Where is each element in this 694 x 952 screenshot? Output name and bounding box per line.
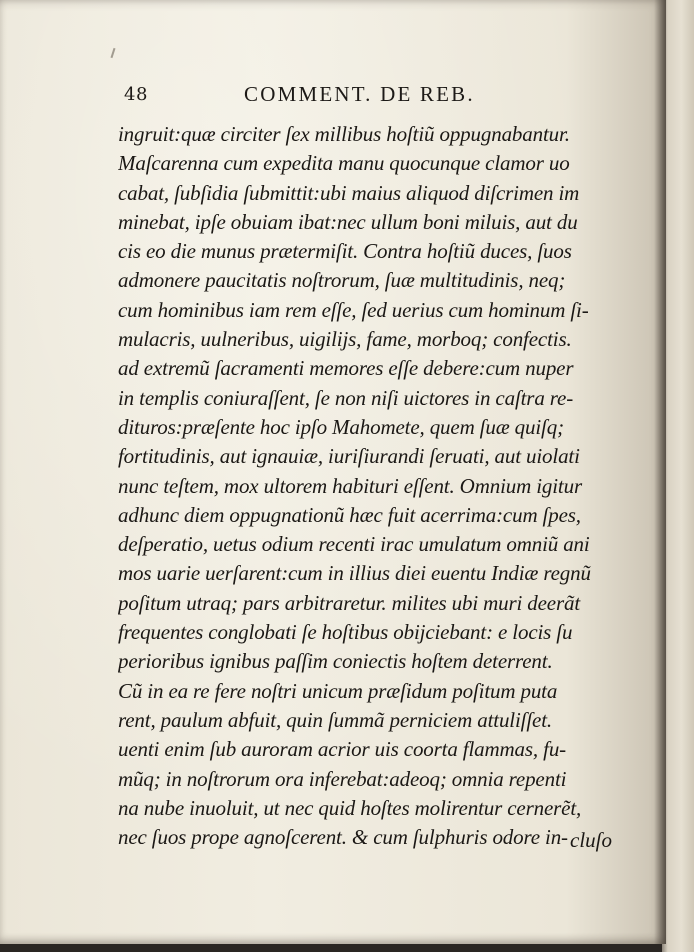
text-line: fortitudinis, aut ignauiæ, iuriſiurandi ſeruati, aut uiolati: [118, 444, 580, 469]
text-line: Cũ in ea re fere noſtri unicum præſidum poſitum puta: [118, 678, 558, 703]
text-line: cis eo die munus prætermiſit. Contra hoſtiũ duces, ſuos: [118, 239, 572, 264]
next-page-edge: [662, 0, 694, 952]
gutter-shadow: [654, 0, 666, 944]
body-text: [118, 120, 638, 852]
text-line: admonere paucitatis noſtrorum, ſuæ multitudinis, neq;: [118, 268, 566, 293]
text-line: nunc teſtem, mox ultorem habituri eſſent. Omnium igitur: [118, 473, 582, 498]
text-line: dituros:præſente hoc ipſo Mahomete, quem ſuæ quiſq;: [118, 414, 564, 439]
text-line: cabat, ſubſidia ſubmittit:ubi maius aliquod diſcrimen im: [118, 180, 580, 205]
text-line: na nube inuoluit, ut nec quid hoſtes molirentur cernerẽt,: [118, 795, 582, 820]
ink-mark: [111, 48, 116, 58]
text-line: in templis coniuraſſent, ſe non niſi uictores in caſtra re-: [118, 385, 574, 410]
text-line: mos uarie uerſarent:cum in illius diei euentu Indiæ regnũ: [118, 561, 591, 586]
text-line: minebat, ipſe obuiam ibat:nec ullum boni miluis, aut du: [118, 209, 578, 234]
text-line: cum hominibus iam rem eſſe, ſed uerius cum hominum ſi-: [118, 297, 589, 322]
text-line: poſitum utraq; pars arbitraretur. milites ubi muri deerãt: [118, 590, 581, 615]
text-line: Maſcarenna cum expedita manu quocunque clamor uo: [118, 151, 570, 176]
text-line: nec ſuos prope agnoſcerent. & cum ſulphuris odore in-: [118, 825, 568, 850]
text-line: uenti enim ſub auroram acrior uis coorta flammas, fu-: [118, 737, 567, 762]
text-line: ingruit:quæ circiter ſex millibus hoſtiũ oppugnabantur.: [118, 122, 570, 146]
running-head: COMMENT. DE REB.: [244, 82, 475, 106]
text-line: mulacris, uulneribus, uigilijs, fame, morboq; confectis.: [118, 327, 572, 352]
text-line: mũq; in noſtrorum ora inferebat:adeoq; omnia repenti: [118, 766, 567, 791]
text-line: perioribus ignibus paſſim coniectis hoſtem deterrent.: [118, 649, 553, 674]
text-line: rent, paulum abfuit, quin ſummã perniciem attuliſſet.: [118, 707, 552, 732]
text-line: ad extremũ ſacramenti memores eſſe debere:cum nuper: [118, 356, 574, 381]
text-line: adhunc diem oppugnationũ hæc fuit acerrima:cum ſpes,: [118, 502, 581, 527]
page-number: 48: [124, 84, 148, 105]
text-line: deſperatio, uetus odium recenti irac umulatum omniũ ani: [118, 532, 590, 557]
text-line: frequentes conglobati ſe hoſtibus obijciebant: e locis ſu: [118, 620, 573, 645]
catchword: cluſo: [570, 828, 612, 852]
